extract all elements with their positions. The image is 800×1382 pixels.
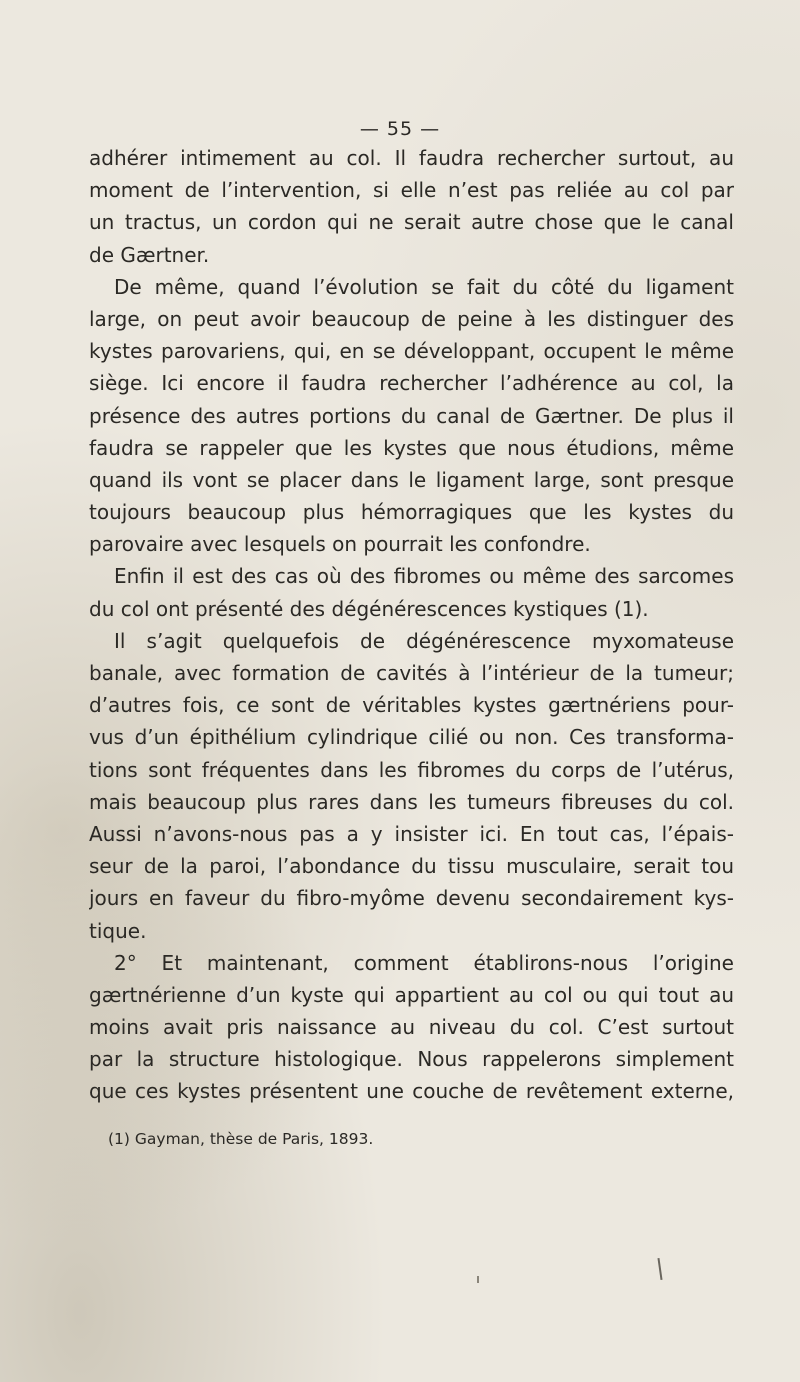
text-line: banale, avec formation de cavités à l’intérieur de la tumeur; [89, 661, 734, 685]
text-line: de Gærtner. [89, 242, 210, 267]
text-line: De même, quand l’évolution se fait du côté du ligament [114, 274, 734, 299]
text-line: vus d’un épithélium cylindrique cilié ou non. Ces transforma- [89, 725, 734, 750]
text-line: Il s’agit quelquefois de dégénérescence myxomateuse [114, 628, 734, 653]
body-text [89, 142, 734, 1108]
text-line: tique. [89, 918, 147, 943]
text-line: parovaire avec lesquels on pourrait les confondre. [89, 532, 591, 557]
text-line: par la structure histologique. Nous rappelerons simplement [89, 1047, 734, 1072]
text-line: Enfin il est des cas où des fibromes ou même des sarcomes [114, 564, 734, 589]
page-number: — 55 — [359, 118, 441, 140]
text-line: Aussi n’avons-nous pas a y insister ici. En tout cas, l’épais- [89, 821, 734, 846]
text-line: kystes parovariens, qui, en se développant, occupent le même [89, 339, 734, 364]
text-line: moins avait pris naissance au niveau du col. C’est surtout [89, 1015, 734, 1040]
text-line: présence des autres portions du canal de Gærtner. De plus il [89, 403, 734, 428]
footnote: (1) Gayman, thèse de Paris, 1893. [108, 1130, 374, 1148]
ink-dot [477, 1276, 479, 1283]
text-line: mais beaucoup plus rares dans les tumeurs fibreuses du col. [89, 789, 734, 814]
text-line: large, on peut avoir beaucoup de peine à les distinguer des [89, 306, 734, 331]
text-line: jours en faveur du fibro-myôme devenu secondairement kys- [89, 886, 734, 911]
ink-mark [657, 1258, 662, 1280]
text-line: gærtnérienne d’un kyste qui appartient au col ou qui tout au [89, 982, 734, 1007]
text-line: tions sont fréquentes dans les fibromes du corps de l’utérus, [89, 757, 734, 782]
text-line: moment de l’intervention, si elle n’est pas reliée au col par [89, 178, 734, 203]
text-line: un tractus, un cordon qui ne serait autre chose que le canal [89, 210, 734, 235]
text-line: adhérer intimement au col. Il faudra rechercher surtout, au [89, 146, 734, 170]
text-line: seur de la paroi, l’abondance du tissu musculaire, serait tou [89, 854, 734, 879]
text-line: que ces kystes présentent une couche de revêtement externe, [89, 1079, 734, 1104]
text-line: d’autres fois, ce sont de véritables kystes gærtnériens pour- [89, 693, 734, 718]
text-line: toujours beaucoup plus hémorragiques que les kystes du [89, 500, 734, 525]
text-line: 2° Et maintenant, comment établirons-nous l’origine [114, 950, 734, 975]
text-line: du col ont présenté des dégénérescences kystiques (1). [89, 596, 649, 621]
text-line: quand ils vont se placer dans le ligament large, sont presque [89, 467, 734, 492]
text-line: faudra se rappeler que les kystes que nous étudions, même [89, 435, 734, 460]
text-line: siège. Ici encore il faudra rechercher l’adhérence au col, la [89, 371, 734, 396]
